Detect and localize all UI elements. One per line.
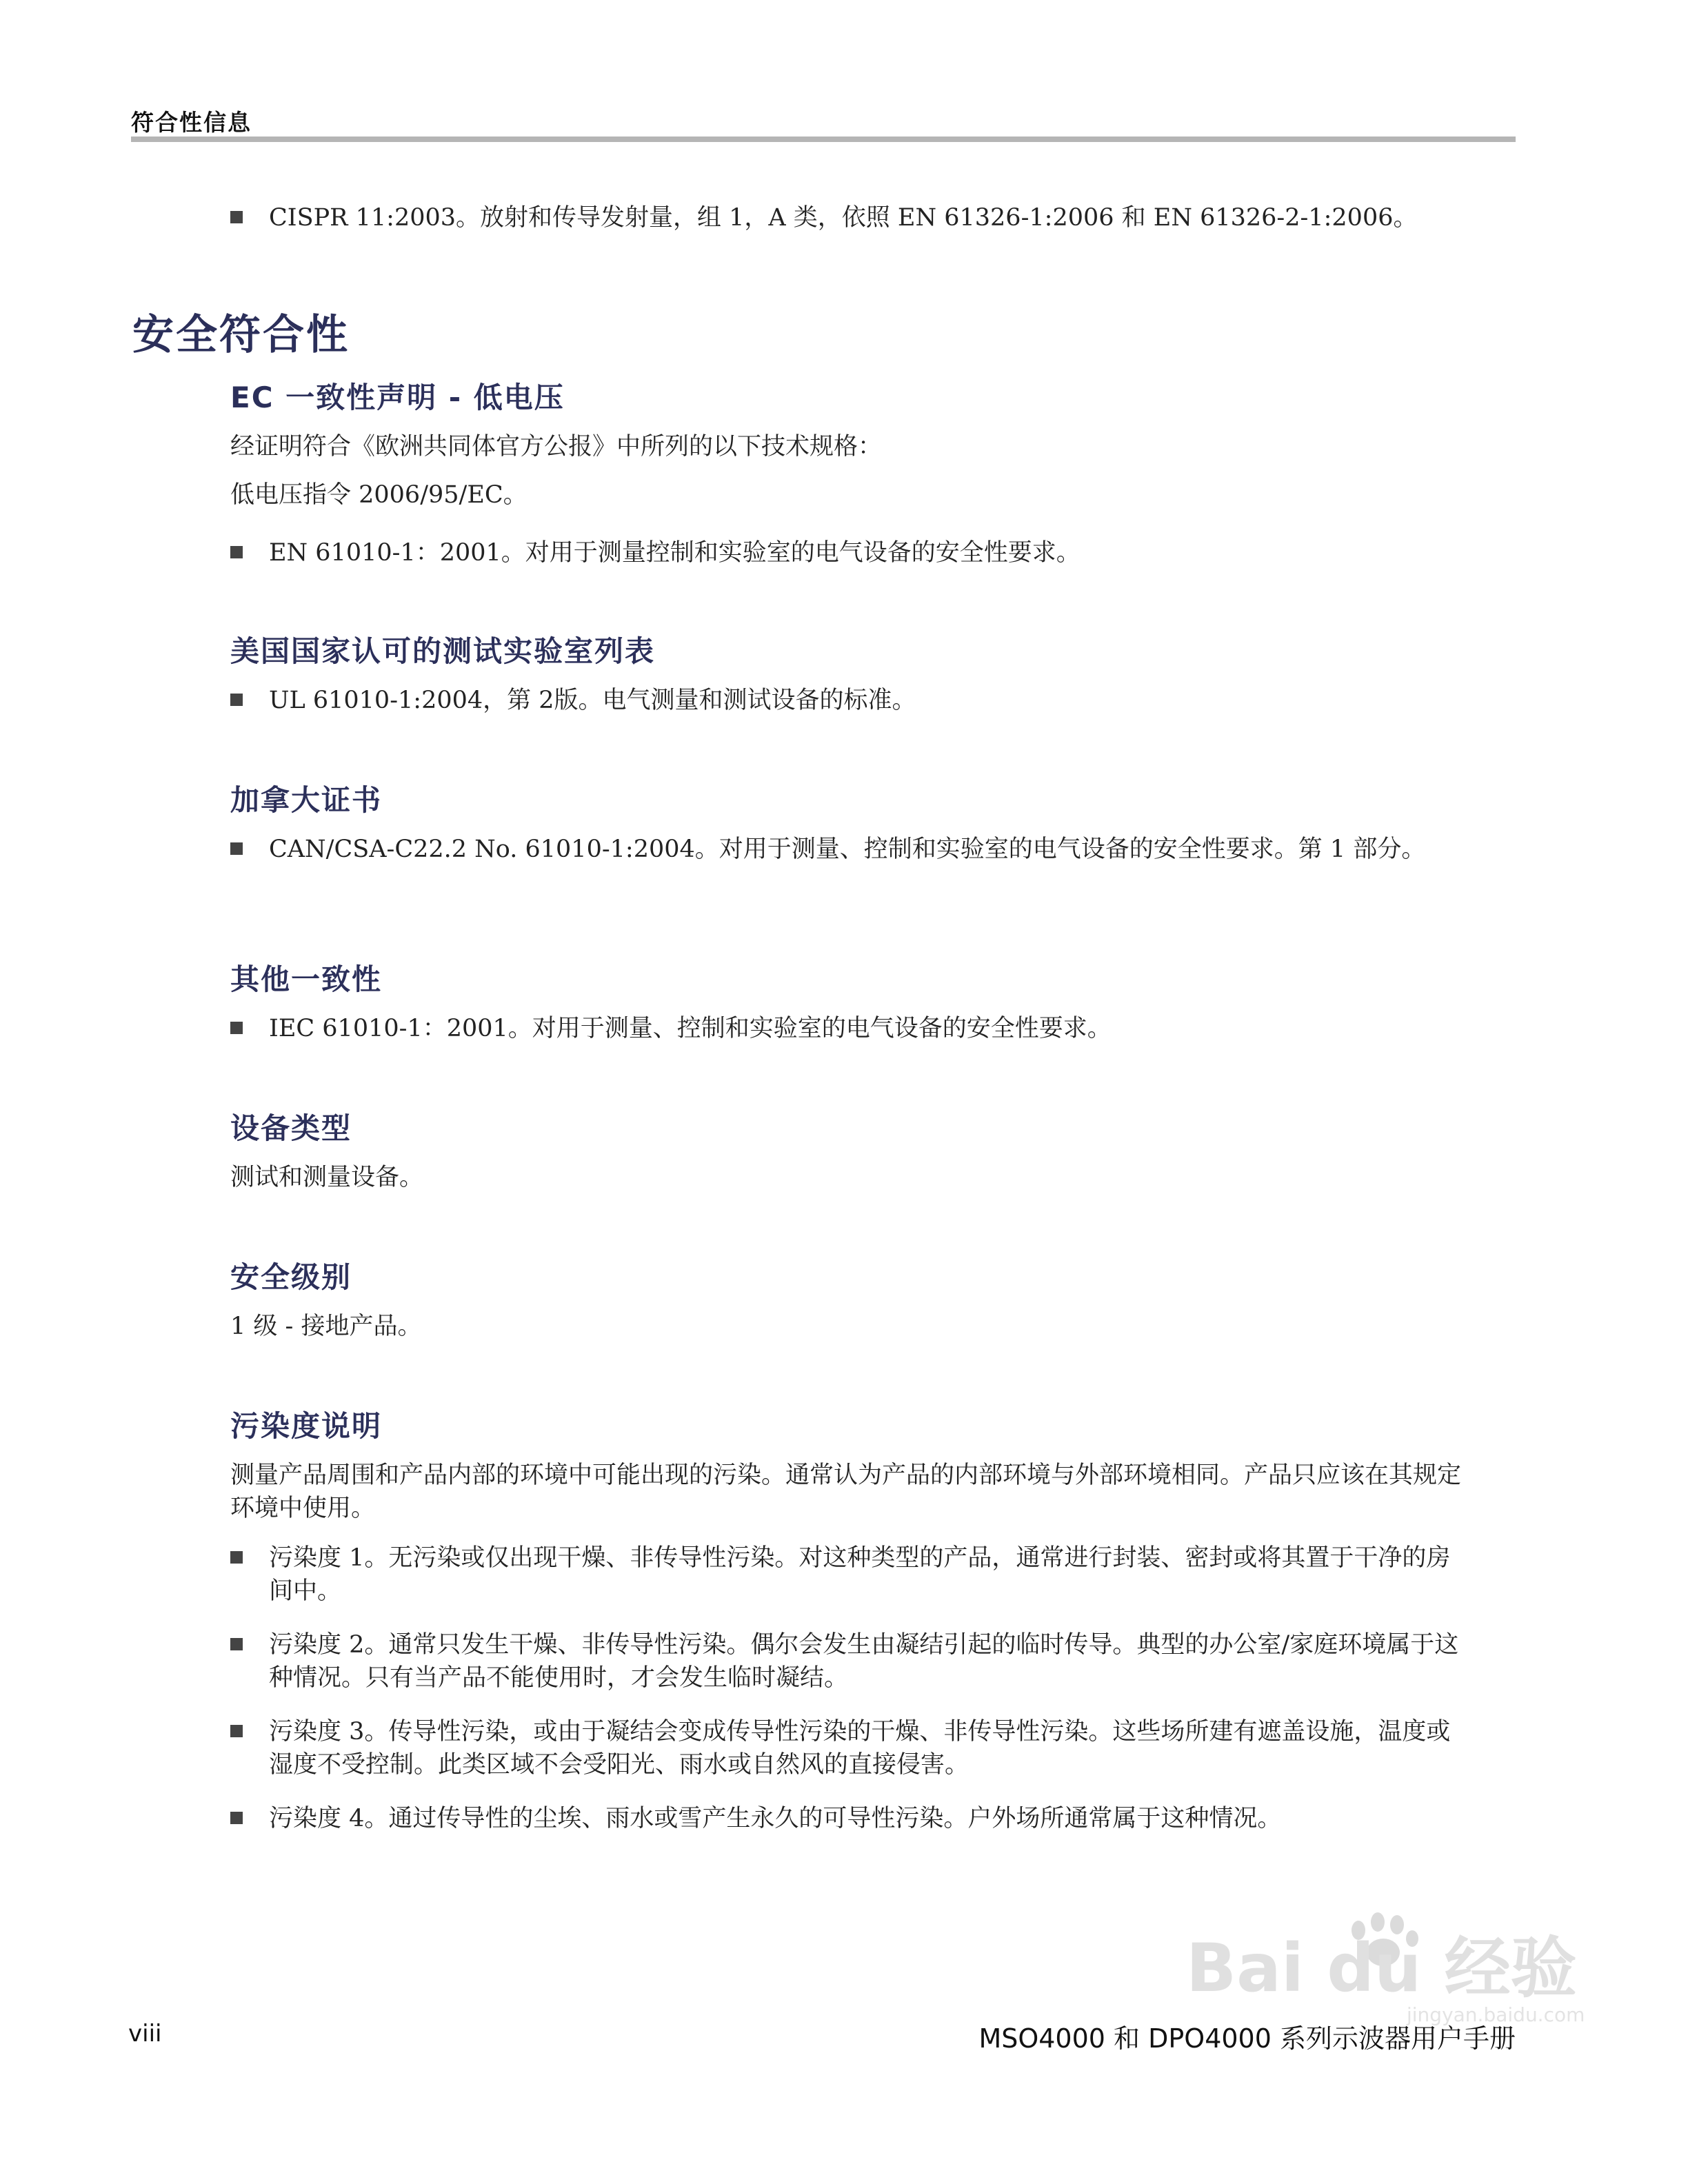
bullet-square-icon — [230, 211, 243, 223]
paragraph: 1 级 - 接地产品。 — [230, 1313, 422, 1340]
heading-pollution-degree: 污染度说明 — [230, 1409, 383, 1443]
list-item — [230, 1802, 1465, 1835]
list-item-text: UL 61010-1:2004，第 2版。电气测量和测试设备的标准。 — [269, 687, 916, 714]
list-item-text: 污染度 3。传导性污染，或由于凝结会变成传导性污染的干燥、非传导性污染。这些场所建有遮盖设施，温度或湿度不受控制。此类区域不会受阳光、雨水或自然风的直接侵害。 — [269, 1718, 1451, 1779]
baidu-watermark-logo — [1172, 1903, 1586, 2027]
list-item — [230, 833, 1465, 866]
bullet-square-icon — [230, 1812, 243, 1824]
section-title: 安全符合性 — [132, 311, 350, 359]
list-item-text: 污染度 4。通过传导性的尘埃、雨水或雪产生永久的可导性污染。户外场所通常属于这种情况。 — [269, 1805, 1282, 1832]
bullet-square-icon — [230, 842, 243, 855]
list-item-text: IEC 61010-1：2001。对用于测量、控制和实验室的电气设备的安全性要求。 — [269, 1015, 1112, 1042]
heading-nrtl-listing: 美国国家认可的测试实验室列表 — [230, 634, 656, 668]
header-rule — [131, 136, 1516, 142]
list-item — [230, 1715, 1465, 1781]
paragraph: 测量产品周围和产品内部的环境中可能出现的污染。通常认为产品的内部环境与外部环境相同。产品只应该在其规定环境中使用。 — [230, 1462, 1462, 1522]
paragraph: 测试和测量设备。 — [230, 1164, 424, 1191]
heading-ec-declaration: EC 一致性声明 - 低电压 — [230, 381, 565, 414]
paragraph: 低电压指令 2006/95/EC。 — [230, 481, 528, 509]
heading-canada-cert: 加拿大证书 — [230, 783, 383, 817]
heading-equipment-type: 设备类型 — [230, 1111, 352, 1145]
bullet-square-icon — [230, 546, 243, 558]
intro-bullet-text: CISPR 11:2003。放射和传导发射量，组 1，A 类，依照 EN 61326-1:2006 和 EN 61326-2-1:2006。 — [269, 204, 1418, 232]
list-item — [230, 684, 1471, 717]
page-header-title: 符合性信息 — [131, 109, 252, 136]
paragraph: 经证明符合《欧洲共同体官方公报》中所列的以下技术规格： — [230, 433, 883, 461]
list-item-text: 污染度 2。通常只发生干燥、非传导性污染。偶尔会发生由凝结引起的临时传导。典型的办公室/家庭环境属于这种情况。只有当产品不能使用时，才会发生临时凝结。 — [269, 1631, 1459, 1692]
list-item-text: CAN/CSA-C22.2 No. 61010-1:2004。对用于测量、控制和实验室的电气设备的安全性要求。第 1 部分。 — [269, 836, 1426, 863]
intro-bullet — [230, 201, 1471, 234]
list-item — [230, 536, 1471, 569]
bullet-square-icon — [230, 694, 243, 706]
list-item — [230, 1541, 1465, 1608]
bullet-square-icon — [230, 1551, 243, 1564]
footer-manual-title: MSO4000 和 DPO4000 系列示波器用户手册 — [978, 2023, 1516, 2054]
heading-safety-class: 安全级别 — [230, 1260, 352, 1294]
watermark-subtext: jingyan.baidu.com — [1407, 2003, 1585, 2026]
list-item-text: EN 61010-1：2001。对用于测量控制和实验室的电气设备的安全性要求。 — [269, 539, 1081, 567]
bullet-square-icon — [230, 1638, 243, 1650]
list-item-text: 污染度 1。无污染或仅出现干燥、非传导性污染。对这种类型的产品，通常进行封装、密封或将其置于干净的房间中。 — [269, 1544, 1451, 1605]
list-item — [230, 1628, 1465, 1695]
heading-other-compliance: 其他一致性 — [230, 962, 383, 996]
footer-page-number: viii — [128, 2020, 162, 2048]
bullet-square-icon — [230, 1022, 243, 1034]
list-item — [230, 1012, 1471, 1045]
watermark-text: Bai du 经验 — [1186, 1930, 1577, 2007]
bullet-square-icon — [230, 1725, 243, 1737]
